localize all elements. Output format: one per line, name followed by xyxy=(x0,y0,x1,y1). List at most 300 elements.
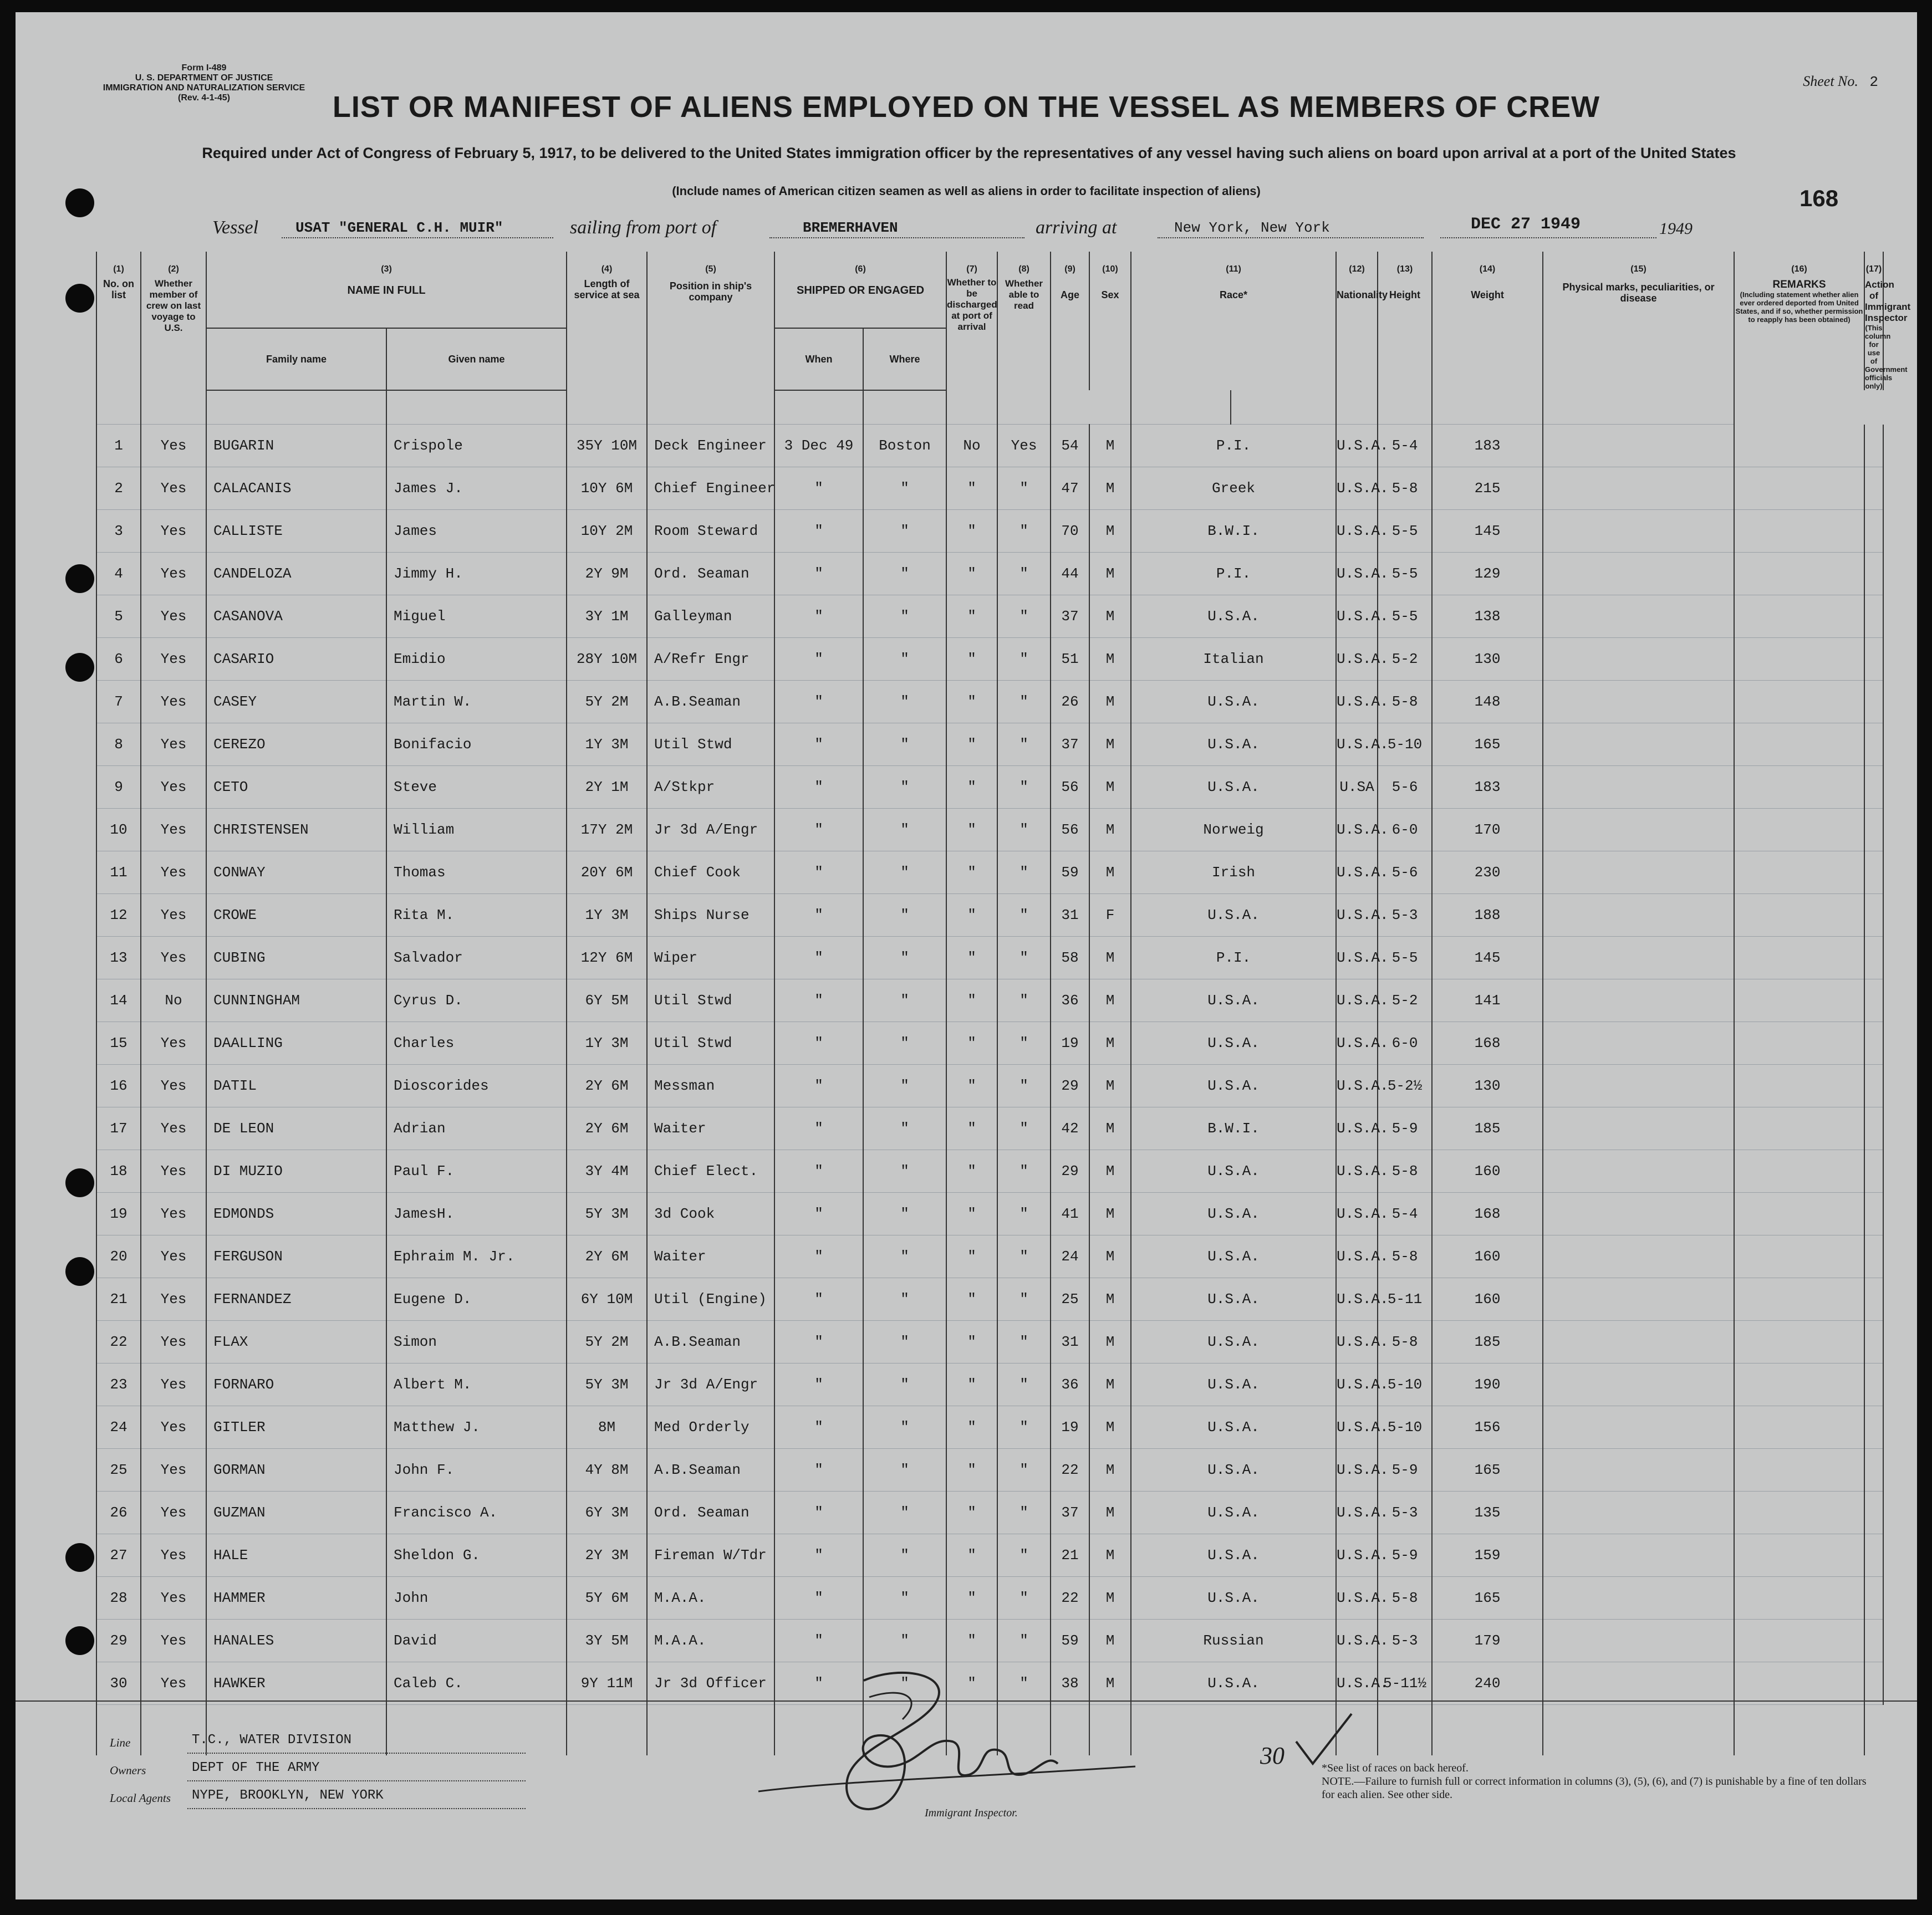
cell-able-to-read: " xyxy=(997,681,1051,723)
cell-shipped-when: " xyxy=(774,851,863,894)
cell-whether: Yes xyxy=(141,510,206,553)
cell-shipped-when: " xyxy=(774,1235,863,1278)
cell-remarks xyxy=(1734,1534,1864,1577)
cell-remarks xyxy=(1734,553,1864,595)
cell-able-to-read: " xyxy=(997,979,1051,1022)
cell-sex: M xyxy=(1089,1492,1131,1534)
cell-race: U.S.A. xyxy=(1131,595,1336,638)
cell-age: 19 xyxy=(1051,1406,1089,1449)
cell-able-to-read: " xyxy=(997,1065,1051,1107)
cell-age: 56 xyxy=(1051,809,1089,851)
cell-race: U.S.A. xyxy=(1131,1449,1336,1492)
cell-physical-marks xyxy=(1543,425,1734,467)
cell-age: 59 xyxy=(1051,1620,1089,1662)
cell-height: 5-8 xyxy=(1378,1321,1432,1364)
cell-no: 20 xyxy=(96,1235,141,1278)
cell-remarks xyxy=(1734,723,1864,766)
cell-position: A.B.Seaman xyxy=(647,681,774,723)
cell-whether: Yes xyxy=(141,723,206,766)
cell-height: 5-2 xyxy=(1378,979,1432,1022)
line-label: Line xyxy=(110,1736,131,1749)
cell-shipped-where: " xyxy=(863,510,946,553)
departure-port: BREMERHAVEN xyxy=(803,219,898,236)
page-instruction: (Include names of American citizen seamen as well as aliens in order to facilitate inspection of aliens) xyxy=(672,184,1261,198)
cell-given-name: Albert M. xyxy=(386,1364,567,1406)
cell-physical-marks xyxy=(1543,510,1734,553)
cell-inspector-action xyxy=(1864,553,1883,595)
table-row xyxy=(96,766,1883,809)
cell-shipped-when: " xyxy=(774,638,863,681)
cell-discharged: " xyxy=(946,1449,997,1492)
cell-height: 5-3 xyxy=(1378,1620,1432,1662)
cell-race: U.S.A. xyxy=(1131,1534,1336,1577)
cell-race: U.S.A. xyxy=(1131,1022,1336,1065)
punch-hole xyxy=(65,1543,94,1572)
cell-given-name: Jimmy H. xyxy=(386,553,567,595)
punch-hole xyxy=(65,284,94,313)
cell-age: 37 xyxy=(1051,723,1089,766)
cell-height: 5-11½ xyxy=(1378,1662,1432,1705)
cell-whether: Yes xyxy=(141,1534,206,1577)
cell-position: A.B.Seaman xyxy=(647,1449,774,1492)
cell-inspector-action xyxy=(1864,979,1883,1022)
cell-family-name: DI MUZIO xyxy=(206,1150,386,1193)
cell-age: 41 xyxy=(1051,1193,1089,1235)
table-row xyxy=(96,894,1883,937)
line-value: T.C., WATER DIVISION xyxy=(192,1733,352,1748)
cell-physical-marks xyxy=(1543,1235,1734,1278)
cell-remarks xyxy=(1734,1150,1864,1193)
cell-length-of-service: 2Y 3M xyxy=(567,1534,647,1577)
cell-weight: 145 xyxy=(1432,510,1543,553)
cell-inspector-action xyxy=(1864,1577,1883,1620)
cell-age: 25 xyxy=(1051,1278,1089,1321)
cell-remarks xyxy=(1734,937,1864,979)
table-row xyxy=(96,1065,1883,1107)
cell-length-of-service: 4Y 8M xyxy=(567,1449,647,1492)
cell-inspector-action xyxy=(1864,595,1883,638)
cell-weight: 130 xyxy=(1432,638,1543,681)
cell-shipped-when: " xyxy=(774,1022,863,1065)
col-nationality-header: (12) Nationality xyxy=(1336,252,1378,390)
cell-race: Norweig xyxy=(1131,809,1336,851)
cell-physical-marks xyxy=(1543,809,1734,851)
cell-physical-marks xyxy=(1543,937,1734,979)
cell-remarks xyxy=(1734,467,1864,510)
service: IMMIGRATION AND NATURALIZATION SERVICE xyxy=(103,83,305,93)
cell-whether: Yes xyxy=(141,1406,206,1449)
cell-shipped-when: " xyxy=(774,595,863,638)
cell-length-of-service: 28Y 10M xyxy=(567,638,647,681)
cell-race: Russian xyxy=(1131,1620,1336,1662)
cell-no: 23 xyxy=(96,1364,141,1406)
cell-nationality: U.S.A. xyxy=(1336,1321,1378,1364)
owners-label: Owners xyxy=(110,1764,146,1777)
cell-position: Room Steward xyxy=(647,510,774,553)
cell-inspector-action xyxy=(1864,467,1883,510)
cell-discharged: " xyxy=(946,1065,997,1107)
cell-inspector-action xyxy=(1864,1107,1883,1150)
cell-height: 5-5 xyxy=(1378,553,1432,595)
cell-no: 19 xyxy=(96,1193,141,1235)
cell-inspector-action xyxy=(1864,1534,1883,1577)
cell-inspector-action xyxy=(1864,1193,1883,1235)
cell-whether: Yes xyxy=(141,809,206,851)
cell-remarks xyxy=(1734,510,1864,553)
cell-given-name: Thomas xyxy=(386,851,567,894)
cell-physical-marks xyxy=(1543,1492,1734,1534)
cell-family-name: CROWE xyxy=(206,894,386,937)
cell-shipped-when: " xyxy=(774,681,863,723)
cell-height: 5-3 xyxy=(1378,1492,1432,1534)
cell-whether: Yes xyxy=(141,766,206,809)
table-row xyxy=(96,467,1883,510)
cell-sex: M xyxy=(1089,425,1131,467)
cell-nationality: U.S.A. xyxy=(1336,553,1378,595)
cell-shipped-where: " xyxy=(863,766,946,809)
cell-race: P.I. xyxy=(1131,553,1336,595)
col-length-header: (4) Length of service at sea xyxy=(567,252,647,390)
cell-whether: Yes xyxy=(141,553,206,595)
cell-height: 5-3 xyxy=(1378,894,1432,937)
cell-nationality: U.S.A. xyxy=(1336,1577,1378,1620)
cell-position: Chief Elect. xyxy=(647,1150,774,1193)
cell-height: 5-5 xyxy=(1378,510,1432,553)
cell-remarks xyxy=(1734,1406,1864,1449)
cell-shipped-where: " xyxy=(863,1620,946,1662)
cell-nationality: U.S.A. xyxy=(1336,1107,1378,1150)
cell-given-name: William xyxy=(386,809,567,851)
cell-family-name: CASEY xyxy=(206,681,386,723)
table-row xyxy=(96,1107,1883,1150)
cell-able-to-read: Yes xyxy=(997,425,1051,467)
cell-whether: Yes xyxy=(141,1620,206,1662)
cell-length-of-service: 5Y 2M xyxy=(567,681,647,723)
cell-physical-marks xyxy=(1543,1065,1734,1107)
cell-weight: 159 xyxy=(1432,1534,1543,1577)
cell-able-to-read: " xyxy=(997,1534,1051,1577)
cell-able-to-read: " xyxy=(997,467,1051,510)
cell-height: 5-10 xyxy=(1378,1406,1432,1449)
punch-hole xyxy=(65,564,94,593)
cell-able-to-read: " xyxy=(997,1150,1051,1193)
col-name-header: (3) NAME IN FULL xyxy=(206,252,567,328)
cell-length-of-service: 6Y 5M xyxy=(567,979,647,1022)
footnotes xyxy=(1322,1761,1876,1801)
cell-weight: 185 xyxy=(1432,1321,1543,1364)
cell-inspector-action xyxy=(1864,1620,1883,1662)
cell-sex: M xyxy=(1089,681,1131,723)
cell-nationality: U.S.A. xyxy=(1336,979,1378,1022)
cell-age: 54 xyxy=(1051,425,1089,467)
cell-shipped-when: " xyxy=(774,510,863,553)
arriving-label: arriving at xyxy=(1036,217,1117,238)
cell-shipped-when: " xyxy=(774,1193,863,1235)
cell-shipped-when: " xyxy=(774,723,863,766)
cell-inspector-action xyxy=(1864,851,1883,894)
cell-given-name: David xyxy=(386,1620,567,1662)
cell-age: 56 xyxy=(1051,766,1089,809)
cell-given-name: Simon xyxy=(386,1321,567,1364)
cell-discharged: " xyxy=(946,723,997,766)
cell-family-name: FERGUSON xyxy=(206,1235,386,1278)
cell-age: 36 xyxy=(1051,1364,1089,1406)
cell-height: 5-10 xyxy=(1378,1364,1432,1406)
cell-discharged: " xyxy=(946,510,997,553)
cell-discharged: " xyxy=(946,894,997,937)
cell-given-name: Salvador xyxy=(386,937,567,979)
cell-length-of-service: 3Y 5M xyxy=(567,1620,647,1662)
cell-weight: 165 xyxy=(1432,1577,1543,1620)
cell-discharged: " xyxy=(946,1321,997,1364)
col-where-header: Where xyxy=(863,328,946,390)
cell-whether: Yes xyxy=(141,1022,206,1065)
cell-inspector-action xyxy=(1864,1278,1883,1321)
cell-able-to-read: " xyxy=(997,723,1051,766)
cell-length-of-service: 1Y 3M xyxy=(567,894,647,937)
cell-race: B.W.I. xyxy=(1131,1107,1336,1150)
cell-able-to-read: " xyxy=(997,937,1051,979)
cell-whether: Yes xyxy=(141,1321,206,1364)
cell-height: 5-9 xyxy=(1378,1449,1432,1492)
cell-inspector-action xyxy=(1864,1449,1883,1492)
table-row xyxy=(96,851,1883,894)
cell-position: Galleyman xyxy=(647,595,774,638)
table-row xyxy=(96,1534,1883,1577)
cell-discharged: " xyxy=(946,595,997,638)
cell-able-to-read: " xyxy=(997,1662,1051,1705)
cell-whether: Yes xyxy=(141,1662,206,1705)
cell-age: 59 xyxy=(1051,851,1089,894)
cell-shipped-when: " xyxy=(774,1278,863,1321)
punch-hole xyxy=(65,1257,94,1286)
cell-shipped-when: 3 Dec 49 xyxy=(774,425,863,467)
cell-no: 11 xyxy=(96,851,141,894)
cell-sex: M xyxy=(1089,1278,1131,1321)
punch-hole xyxy=(65,1168,94,1197)
cell-no: 29 xyxy=(96,1620,141,1662)
cell-sex: M xyxy=(1089,1406,1131,1449)
cell-given-name: Paul F. xyxy=(386,1150,567,1193)
table-row xyxy=(96,553,1883,595)
cell-no: 5 xyxy=(96,595,141,638)
cell-remarks xyxy=(1734,1022,1864,1065)
cell-physical-marks xyxy=(1543,894,1734,937)
cell-age: 29 xyxy=(1051,1150,1089,1193)
cell-race: U.S.A. xyxy=(1131,1406,1336,1449)
cell-position: Wiper xyxy=(647,937,774,979)
cell-nationality: U.S.A. xyxy=(1336,937,1378,979)
cell-discharged: " xyxy=(946,979,997,1022)
cell-remarks xyxy=(1734,1321,1864,1364)
cell-discharged: " xyxy=(946,1577,997,1620)
cell-race: U.S.A. xyxy=(1131,1321,1336,1364)
cell-given-name: Rita M. xyxy=(386,894,567,937)
cell-given-name: Charles xyxy=(386,1022,567,1065)
cell-shipped-when: " xyxy=(774,809,863,851)
cell-sex: F xyxy=(1089,894,1131,937)
col-read-header: (8) Whether able to read xyxy=(997,252,1051,390)
table-row xyxy=(96,510,1883,553)
cell-family-name: FERNANDEZ xyxy=(206,1278,386,1321)
cell-sex: M xyxy=(1089,1193,1131,1235)
cell-shipped-when: " xyxy=(774,1065,863,1107)
cell-race: U.S.A. xyxy=(1131,1364,1336,1406)
cell-race: P.I. xyxy=(1131,425,1336,467)
cell-position: Util Stwd xyxy=(647,979,774,1022)
cell-race: U.S.A. xyxy=(1131,1193,1336,1235)
cell-remarks xyxy=(1734,1107,1864,1150)
cell-remarks xyxy=(1734,1662,1864,1705)
cell-length-of-service: 2Y 6M xyxy=(567,1107,647,1150)
cell-shipped-where: " xyxy=(863,1022,946,1065)
cell-position: A/Refr Engr xyxy=(647,638,774,681)
cell-age: 29 xyxy=(1051,1065,1089,1107)
col-remarks-header: (16) REMARKS (Including statement whether alien ever ordered deported from United States, and if so, whether permission to reapply has been obtained) xyxy=(1734,252,1864,390)
cell-sex: M xyxy=(1089,809,1131,851)
cell-given-name: Adrian xyxy=(386,1107,567,1150)
cell-age: 21 xyxy=(1051,1534,1089,1577)
cell-shipped-where: " xyxy=(863,1278,946,1321)
cell-given-name: Bonifacio xyxy=(386,723,567,766)
cell-position: Jr 3d A/Engr xyxy=(647,1364,774,1406)
cell-physical-marks xyxy=(1543,1577,1734,1620)
cell-height: 5-10 xyxy=(1378,723,1432,766)
cell-sex: M xyxy=(1089,766,1131,809)
cell-no: 21 xyxy=(96,1278,141,1321)
cell-age: 51 xyxy=(1051,638,1089,681)
cell-length-of-service: 9Y 11M xyxy=(567,1662,647,1705)
cell-race: U.S.A. xyxy=(1131,723,1336,766)
cell-length-of-service: 3Y 4M xyxy=(567,1150,647,1193)
cell-sex: M xyxy=(1089,851,1131,894)
cell-position: Deck Engineer xyxy=(647,425,774,467)
cell-inspector-action xyxy=(1864,894,1883,937)
cell-physical-marks xyxy=(1543,595,1734,638)
cell-physical-marks xyxy=(1543,1406,1734,1449)
cell-length-of-service: 5Y 3M xyxy=(567,1364,647,1406)
table-row xyxy=(96,937,1883,979)
cell-whether: Yes xyxy=(141,1449,206,1492)
cell-physical-marks xyxy=(1543,723,1734,766)
cell-weight: 138 xyxy=(1432,595,1543,638)
race-footnote: *See list of races on back hereof. xyxy=(1322,1762,1469,1774)
cell-age: 47 xyxy=(1051,467,1089,510)
cell-discharged: " xyxy=(946,1620,997,1662)
cell-shipped-when: " xyxy=(774,1449,863,1492)
cell-remarks xyxy=(1734,1278,1864,1321)
cell-height: 5-8 xyxy=(1378,1235,1432,1278)
cell-family-name: HAMMER xyxy=(206,1577,386,1620)
cell-family-name: CHRISTENSEN xyxy=(206,809,386,851)
cell-no: 16 xyxy=(96,1065,141,1107)
cell-age: 38 xyxy=(1051,1662,1089,1705)
cell-age: 24 xyxy=(1051,1235,1089,1278)
cell-shipped-when: " xyxy=(774,1534,863,1577)
cell-age: 31 xyxy=(1051,1321,1089,1364)
cell-shipped-where: " xyxy=(863,894,946,937)
manifest-sheet xyxy=(16,12,1917,1899)
cell-position: Ships Nurse xyxy=(647,894,774,937)
cell-weight: 170 xyxy=(1432,809,1543,851)
department: U. S. DEPARTMENT OF JUSTICE xyxy=(135,73,273,83)
cell-length-of-service: 17Y 2M xyxy=(567,809,647,851)
cell-able-to-read: " xyxy=(997,1193,1051,1235)
cell-able-to-read: " xyxy=(997,1107,1051,1150)
cell-sex: M xyxy=(1089,1534,1131,1577)
cell-height: 5-5 xyxy=(1378,595,1432,638)
table-row xyxy=(96,1449,1883,1492)
total-count: 30 xyxy=(1260,1742,1284,1769)
cell-discharged: " xyxy=(946,1107,997,1150)
cell-given-name: James xyxy=(386,510,567,553)
cell-race: U.S.A. xyxy=(1131,979,1336,1022)
cell-nationality: U.S.A. xyxy=(1336,1620,1378,1662)
cell-length-of-service: 35Y 10M xyxy=(567,425,647,467)
cell-remarks xyxy=(1734,894,1864,937)
cell-family-name: GUZMAN xyxy=(206,1492,386,1534)
cell-height: 5-6 xyxy=(1378,766,1432,809)
cell-weight: 165 xyxy=(1432,1449,1543,1492)
cell-weight: 215 xyxy=(1432,467,1543,510)
vessel-label: Vessel xyxy=(212,217,259,238)
cell-race: U.S.A. xyxy=(1131,1150,1336,1193)
cell-discharged: " xyxy=(946,851,997,894)
cell-race: U.S.A. xyxy=(1131,1492,1336,1534)
cell-race: U.S.A. xyxy=(1131,1235,1336,1278)
cell-nationality: U.S.A. xyxy=(1336,1406,1378,1449)
page-subtitle: Required under Act of Congress of February 5, 1917, to be delivered to the United States immigration officer by the representatives of any vessel having such aliens on board upon arrival at a port of the United States xyxy=(202,145,1736,161)
cell-weight: 179 xyxy=(1432,1620,1543,1662)
cell-given-name: John xyxy=(386,1577,567,1620)
cell-nationality: U.S.A. xyxy=(1336,1235,1378,1278)
cell-nationality: U.S.A. xyxy=(1336,1278,1378,1321)
cell-able-to-read: " xyxy=(997,595,1051,638)
cell-length-of-service: 2Y 6M xyxy=(567,1065,647,1107)
cell-race: U.S.A. xyxy=(1131,1065,1336,1107)
cell-whether: Yes xyxy=(141,1107,206,1150)
vessel-name: USAT "GENERAL C.H. MUIR" xyxy=(295,219,503,236)
cell-shipped-where: " xyxy=(863,937,946,979)
cell-length-of-service: 8M xyxy=(567,1406,647,1449)
cell-shipped-when: " xyxy=(774,1620,863,1662)
cell-race: B.W.I. xyxy=(1131,510,1336,553)
cell-length-of-service: 5Y 6M xyxy=(567,1577,647,1620)
cell-nationality: U.S.A. xyxy=(1336,851,1378,894)
cell-height: 5-4 xyxy=(1378,1193,1432,1235)
cell-shipped-where: " xyxy=(863,1364,946,1406)
cell-family-name: GITLER xyxy=(206,1406,386,1449)
cell-nationality: U.S.A. xyxy=(1336,1022,1378,1065)
cell-inspector-action xyxy=(1864,681,1883,723)
cell-shipped-when: " xyxy=(774,467,863,510)
arrival-date-stamp: DEC 27 1949 xyxy=(1471,215,1581,234)
cell-shipped-where: " xyxy=(863,723,946,766)
col-weight-header: (14) Weight xyxy=(1432,252,1543,390)
cell-shipped-where: " xyxy=(863,1492,946,1534)
cell-remarks xyxy=(1734,1065,1864,1107)
cell-physical-marks xyxy=(1543,1620,1734,1662)
cell-position: M.A.A. xyxy=(647,1577,774,1620)
cell-given-name: Sheldon G. xyxy=(386,1534,567,1577)
cell-shipped-where: " xyxy=(863,1449,946,1492)
cell-shipped-where: Boston xyxy=(863,425,946,467)
table-row xyxy=(96,1492,1883,1534)
cell-family-name: CETO xyxy=(206,766,386,809)
cell-shipped-where: " xyxy=(863,467,946,510)
cell-length-of-service: 5Y 3M xyxy=(567,1193,647,1235)
cell-nationality: U.S.A. xyxy=(1336,1534,1378,1577)
